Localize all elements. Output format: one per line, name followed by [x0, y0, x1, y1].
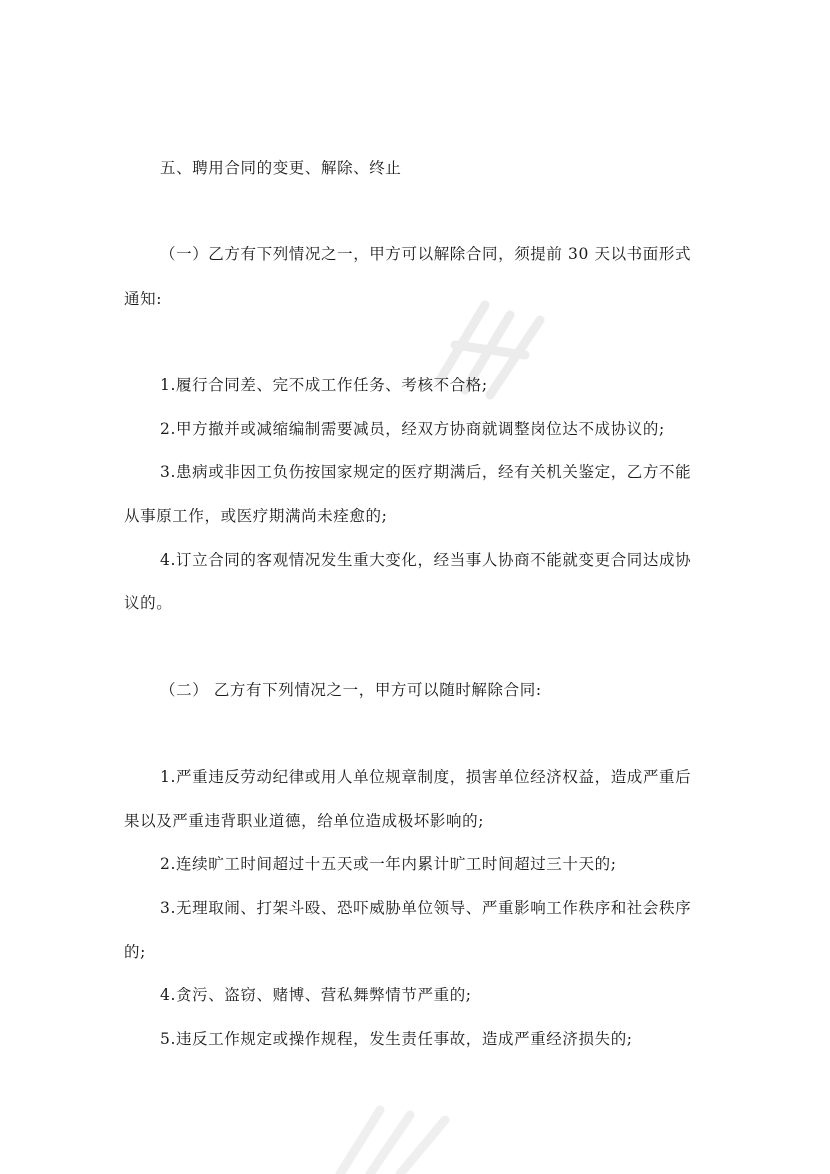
clause-2-item: 5.违反工作规定或操作规程，发生责任事故，造成严重经济损失的; [160, 1030, 633, 1048]
clause-2-item: 1.严重违反劳动纪律或用人单位规章制度，损害单位经济权益，造成严重后 [160, 768, 692, 786]
clause-2-item: 4.贪污、盗窃、赌博、营私舞弊情节严重的; [160, 986, 472, 1004]
clause-1-item: 4.订立合同的客观情况发生重大变化，经当事人协商不能就变更合同达成协 [160, 551, 692, 569]
clause-1-item: 2.甲方撤并或减缩编制需要减员，经双方协商就调整岗位达不成协议的; [160, 420, 665, 438]
clause-2-title: （二） 乙方有下列情况之一，甲方可以随时解除合同: [160, 681, 542, 699]
clause-1-item-continued: 议的。 [124, 594, 173, 612]
clause-1-item: 3.患病或非因工负伤按国家规定的医疗期满后，经有关机关鉴定，乙方不能 [160, 463, 692, 481]
watermark-mark [330, 1090, 460, 1174]
clause-2-item-continued: 果以及严重违背职业道德，给单位造成极坏影响的; [124, 812, 485, 830]
section-heading: 五、聘用合同的变更、解除、终止 [160, 159, 402, 177]
clause-2-item-continued: 的; [124, 943, 146, 961]
clause-1-title-continued: 通知: [124, 290, 163, 308]
clause-1-item: 1.履行合同差、完不成工作任务、考核不合格; [160, 376, 488, 394]
clause-2-item: 3.无理取闹、打架斗殴、恐吓威胁单位领导、严重影响工作秩序和社会秩序 [160, 899, 692, 917]
clause-1-title: （一）乙方有下列情况之一，甲方可以解除合同，须提前 30 天以书面形式 [160, 245, 692, 263]
clause-1-item-continued: 从事原工作，或医疗期满尚未痊愈的; [124, 507, 388, 525]
clause-2-item: 2.连续旷工时间超过十五天或一年内累计旷工时间超过三十天的; [160, 855, 617, 873]
